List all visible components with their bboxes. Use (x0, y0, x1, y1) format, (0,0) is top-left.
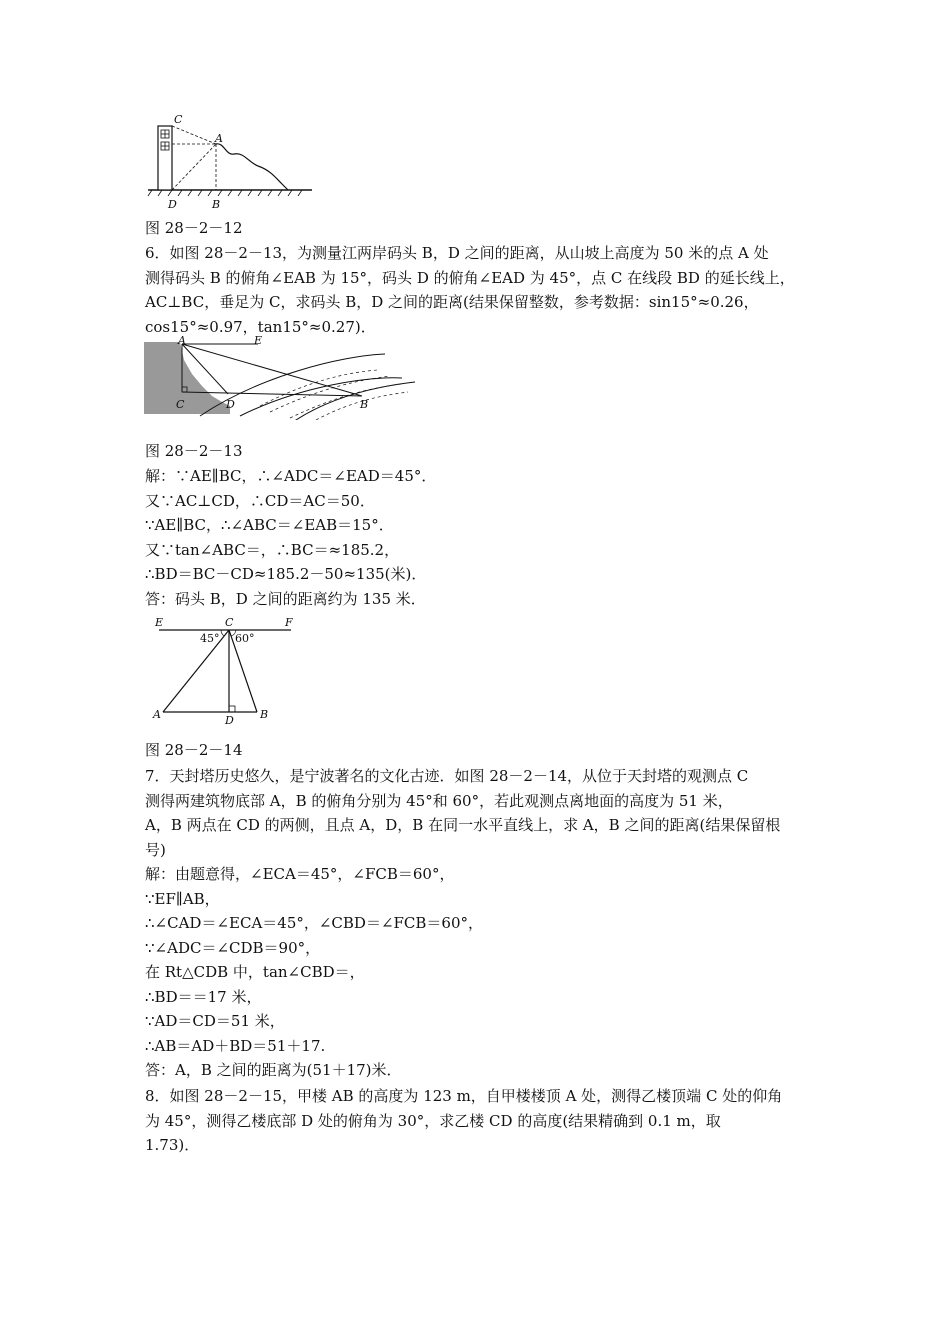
figure-28-2-12 (140, 112, 320, 212)
sol7-line: ∴∠CAD＝∠ECA＝45°，∠CBD＝∠FCB＝60°， (145, 914, 484, 932)
label-C: C (176, 398, 185, 411)
figure-caption-28-2-13: 图 28－2－13 (145, 442, 243, 460)
label-A: A (153, 708, 161, 721)
label-D: D (226, 398, 235, 411)
right-angle-D (229, 706, 235, 712)
label-E: E (254, 336, 263, 347)
figure-caption-28-2-14: 图 28－2－14 (145, 741, 243, 759)
label-B: B (260, 708, 269, 721)
q7-line: 7．天封塔历史悠久，是宁波著名的文化古迹．如图 28－2－14，从位于天封塔的观测点 C (145, 767, 749, 785)
sol6-line: 又∵tan∠ABC＝，∴BC＝≈185.2， (145, 540, 400, 559)
label-B: B (360, 398, 369, 411)
q8-line: 1.73)． (145, 1136, 200, 1154)
figure-caption-28-2-12: 图 28－2－12 (145, 219, 243, 237)
sol7-line: ∵EF∥AB， (145, 889, 220, 908)
segment-DA (172, 144, 216, 190)
label-F: F (285, 616, 293, 629)
angle-arc-45 (221, 630, 224, 636)
solution-6 (145, 464, 815, 611)
sol7-line: 答：A，B 之间的距离为(51＋17)米． (145, 1061, 402, 1079)
q7-line: A，B 两点在 CD 的两侧，且点 A，D，B 在同一水平直线上，求 A，B 之间的距离(结果保留根 (145, 816, 781, 834)
label-C: C (174, 113, 183, 126)
q7-line: 号) (145, 840, 166, 859)
label-A: A (215, 132, 223, 145)
question-8 (145, 1084, 815, 1158)
sol7-line: 在 Rt△CDB 中，tan∠CBD＝， (145, 963, 365, 981)
figure-28-2-14 (145, 612, 305, 728)
solution-7 (145, 862, 815, 1083)
q6-line: 测得码头 B 的俯角∠EAB 为 15°，码头 D 的俯角∠EAD 为 45°，点 C 在线段 BD 的延长线上， (145, 268, 795, 287)
sol6-line: 解：∵AE∥BC，∴∠ADC＝∠EAD＝45°． (145, 467, 437, 485)
segment-CA (172, 126, 216, 144)
label-D: D (225, 714, 234, 727)
sol6-line: ∴BD＝BC－CD≈185.2－50≈135(米)． (145, 565, 427, 583)
q7-line: 测得两建筑物底部 A，B 的俯角分别为 45°和 60°，若此观测点离地面的高度为 51 米， (145, 791, 733, 810)
q8-line: 8．如图 28－2－15，甲楼 AB 的高度为 123 m，自甲楼楼顶 A 处，测得乙楼顶端 C 处的仰角 (145, 1087, 783, 1105)
sol6-line: ∵AE∥BC，∴∠ABC＝∠EAB＝15°． (145, 516, 394, 534)
river-curve-3 (290, 382, 415, 420)
label-D: D (168, 198, 177, 211)
sol7-line: ∴AB＝AD＋BD＝51＋17. (145, 1036, 326, 1055)
question-6 (145, 241, 815, 339)
hill-outline (216, 144, 288, 190)
angle-label-60: 60° (235, 632, 255, 645)
label-C: C (225, 616, 234, 629)
sol7-line: 解：由题意得，∠ECA＝45°，∠FCB＝60°， (145, 865, 455, 883)
label-E: E (155, 616, 164, 629)
label-A: A (178, 336, 186, 347)
river-curve-2 (240, 378, 402, 416)
sol7-line: ∵AD＝CD＝51 米， (145, 1012, 285, 1030)
segment-AB (182, 344, 362, 396)
sol6-line: 又∵AC⊥CD，∴CD＝AC＝50． (145, 491, 375, 510)
hill-shaded (144, 342, 230, 414)
angle-label-45: 45° (200, 632, 220, 645)
sol6-line: 答：码头 B，D 之间的距离约为 135 米． (145, 589, 426, 608)
label-B: B (212, 198, 221, 211)
sol7-line: ∵∠ADC＝∠CDB＝90°， (145, 938, 321, 957)
q8-line: 为 45°，测得乙楼底部 D 处的俯角为 30°，求乙楼 CD 的高度(结果精确到 0.1 m，取 (145, 1111, 721, 1130)
question-7 (145, 764, 815, 862)
q6-line: 6．如图 28－2－13，为测量江两岸码头 B，D 之间的距离，从山坡上高度为 50 米的点 A 处 (145, 244, 769, 262)
figure-28-2-13 (140, 336, 420, 420)
ground-hatch (148, 190, 302, 196)
sol7-line: ∴BD＝＝17 米， (145, 987, 262, 1006)
q6-line: cos15°≈0.97，tan15°≈0.27)． (145, 317, 376, 336)
q6-line: AC⊥BC，垂足为 C，求码头 B，D 之间的距离(结果保留整数，参考数据：sin15°≈0.26， (145, 293, 759, 311)
